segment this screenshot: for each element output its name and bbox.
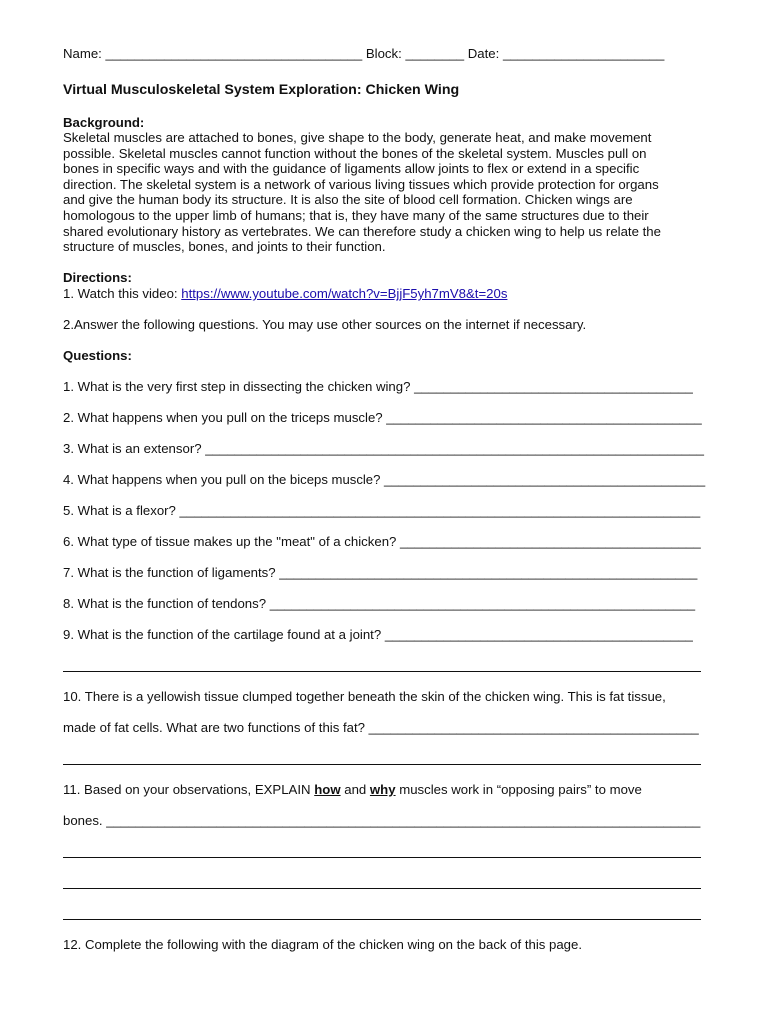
background-line: structure of muscles, bones, and joints to their function. [63,239,386,255]
question-7[interactable]: 7. What is the function of ligaments? _________________________________________________________ [63,565,698,580]
emphasis-how: how [314,782,341,797]
question-1[interactable]: 1. What is the very first step in dissecting the chicken wing? ______________________________________ [63,379,693,394]
direction-step-2: 2.Answer the following questions. You may use other sources on the internet if necessary. [63,317,587,332]
video-link[interactable]: https://www.youtube.com/watch?v=BjjF5yh7mV8&t=20s [181,286,508,301]
answer-line[interactable] [63,857,701,858]
background-line: and give the human body its structure. It is also the site of blood cell formation. Chicken wings are [63,192,633,208]
background-line: homologous to the upper limb of humans; that is, they have many of the same structures due to their [63,207,649,223]
background-line: bones in specific ways and with the guidance of ligaments allow joints to flex or extend in a specific [63,161,640,177]
question-3[interactable]: 3. What is an extensor? ____________________________________________________________________ [63,441,704,456]
question-11-line-2[interactable]: bones. _________________________________________________________________________________ [63,813,701,828]
background-paragraph [63,130,703,255]
answer-line[interactable] [63,671,701,672]
answer-line[interactable] [63,764,701,765]
question-12: 12. Complete the following with the diagram of the chicken wing on the back of this page. [63,937,583,952]
question-6[interactable]: 6. What type of tissue makes up the "meat" of a chicken? _________________________________________ [63,534,701,549]
question-11-and: and [340,782,370,797]
question-5[interactable]: 5. What is a flexor? _______________________________________________________________________ [63,503,701,518]
question-4[interactable]: 4. What happens when you pull on the biceps muscle? ____________________________________________ [63,472,706,487]
emphasis-why: why [369,782,396,797]
answer-line[interactable] [63,888,701,889]
question-8[interactable]: 8. What is the function of tendons? __________________________________________________________ [63,596,696,611]
question-10-line-1: 10. There is a yellowish tissue clumped together beneath the skin of the chicken wing. This is fat tissue, [63,689,666,704]
name-block-date-line[interactable]: Name: ___________________________________ Block: ________ Date: ______________________ [63,46,665,61]
background-line: shared evolutionary history as vertebrates. We can therefore study a chicken wing to help us relate the [63,223,661,239]
background-line: possible. Skeletal muscles cannot function without the bones of the skeletal system. Muscles pull on [63,145,647,161]
answer-line[interactable] [63,919,701,920]
questions-heading: Questions: [63,348,132,363]
question-11-line-1 [63,782,642,798]
question-9[interactable]: 9. What is the function of the cartilage found at a joint? __________________________________________ [63,627,693,642]
direction-step-1 [63,286,507,302]
background-line: Skeletal muscles are attached to bones, give shape to the body, generate heat, and make movement [63,130,652,145]
question-2[interactable]: 2. What happens when you pull on the triceps muscle? ___________________________________________ [63,410,702,425]
direction-step-1-text: 1. Watch this video: [63,286,182,301]
page-title: Virtual Musculoskeletal System Exploration: Chicken Wing [63,82,460,98]
directions-heading: Directions: [63,270,132,285]
background-heading: Background: [63,115,145,130]
background-line: direction. The skeletal system is a network of various living tissues which provide protection for organs [63,176,659,192]
question-10-line-2[interactable]: made of fat cells. What are two functions of this fat? _____________________________________________ [63,720,699,735]
question-11-prefix: 11. Based on your observations, EXPLAIN [63,782,315,797]
question-11-suffix: muscles work in “opposing pairs” to move [395,782,642,797]
